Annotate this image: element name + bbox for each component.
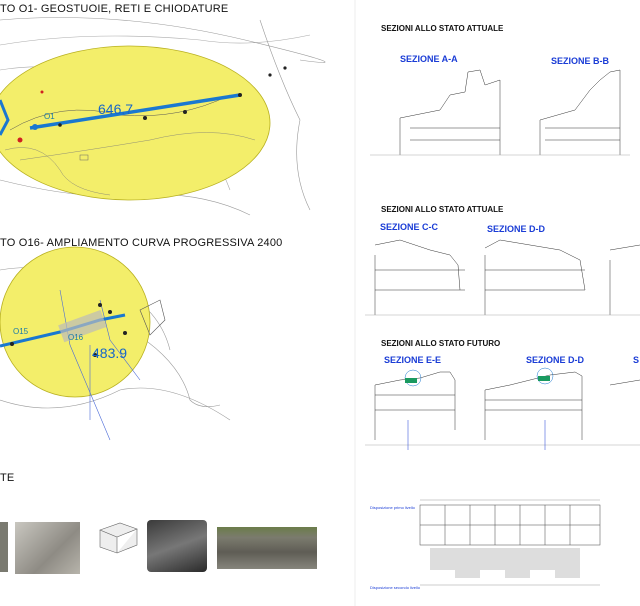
sections3-title: SEZIONI ALLO STATO FUTURO bbox=[381, 339, 501, 348]
section-profiles-3 bbox=[365, 368, 640, 450]
section-e-e-label: SEZIONE E-E bbox=[384, 355, 442, 365]
bottom-title: TE bbox=[0, 472, 15, 484]
photo-gabion-wall bbox=[217, 527, 317, 569]
layout-first-label: Disposizione primo livello bbox=[370, 505, 415, 510]
map2-point-label-b: O16 bbox=[68, 333, 84, 342]
map2-elevation: 483.9 bbox=[92, 345, 128, 361]
map2-point-label-a: O15 bbox=[13, 327, 29, 336]
section-f-label: S bbox=[633, 355, 640, 365]
photo-gabion-box-diagram bbox=[95, 515, 140, 555]
layout-second-label: Disposizione secondo livello bbox=[370, 585, 421, 590]
map2-drawing bbox=[0, 247, 230, 440]
map1-point-label: O1 bbox=[44, 112, 55, 121]
photo-gabion-3 bbox=[147, 520, 207, 572]
map1-elevation: 646.7 bbox=[98, 101, 134, 117]
map1-title: TO O1- GEOSTUOIE, RETI E CHIODATURE bbox=[0, 3, 229, 15]
section-profiles-2 bbox=[365, 240, 640, 315]
section-d-d-label-1: SEZIONE D-D bbox=[487, 224, 546, 234]
section-b-b-label: SEZIONE B-B bbox=[551, 56, 610, 66]
section-profiles-1 bbox=[370, 70, 630, 155]
layout-drawing bbox=[420, 500, 600, 585]
section-a-a-label: SEZIONE A-A bbox=[400, 54, 458, 64]
photo-gabion-1 bbox=[0, 522, 8, 572]
map2-title: TO O16- AMPLIAMENTO CURVA PROGRESSIVA 2400 bbox=[0, 237, 283, 249]
sections1-title: SEZIONI ALLO STATO ATTUALE bbox=[381, 24, 504, 33]
section-d-d-label-2: SEZIONE D-D bbox=[526, 355, 585, 365]
section-c-c-label: SEZIONE C-C bbox=[380, 222, 439, 232]
photo-gabion-2 bbox=[15, 522, 80, 574]
sections2-title: SEZIONI ALLO STATO ATTUALE bbox=[381, 205, 504, 214]
